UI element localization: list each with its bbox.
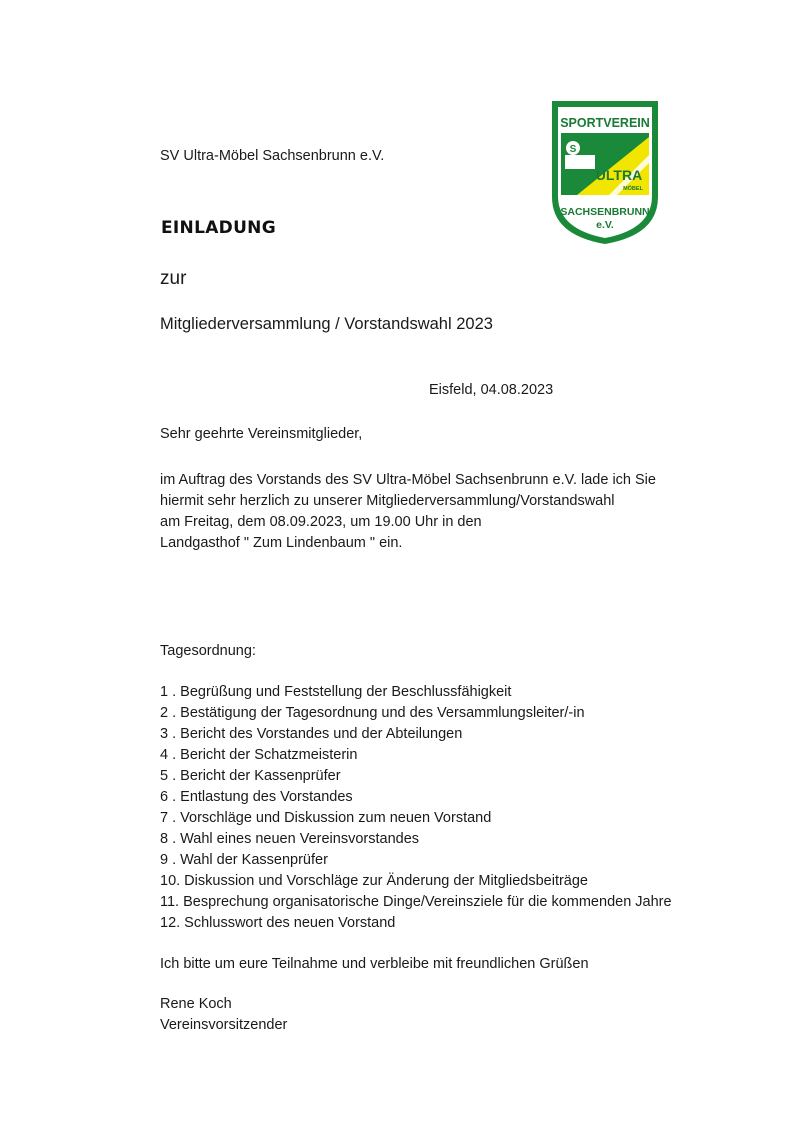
- agenda-list: [160, 682, 672, 934]
- body-line: hiermit sehr herzlich zu unserer Mitgliederversammlung/Vorstandswahl: [160, 493, 615, 509]
- body-line: im Auftrag des Vorstands des SV Ultra-Möbel Sachsenbrunn e.V. lade ich Sie: [160, 472, 656, 488]
- agenda-item: 6 . Entlastung des Vorstandes: [160, 789, 353, 805]
- logo-s-letter: S: [569, 144, 577, 155]
- club-name: SV Ultra-Möbel Sachsenbrunn e.V.: [160, 148, 385, 164]
- body-line: Landgasthof " Zum Lindenbaum " ein.: [160, 535, 403, 551]
- logo-top-text: SPORTVEREIN: [560, 116, 650, 130]
- logo-m-mark: [565, 155, 595, 169]
- salutation: Sehr geehrte Vereinsmitglieder,: [160, 426, 363, 442]
- agenda-item: 5 . Bericht der Kassenprüfer: [160, 768, 341, 784]
- logo-brand: ULTRA: [595, 167, 643, 183]
- title-connector: zur: [160, 268, 187, 289]
- logo-brand-sub: MÖBEL: [623, 186, 643, 192]
- agenda-item: 3 . Bericht des Vorstandes und der Abteilungen: [160, 726, 463, 742]
- body-line: am Freitag, dem 08.09.2023, um 19.00 Uhr in den: [160, 514, 482, 530]
- agenda-item: 12. Schlusswort des neuen Vorstand: [160, 915, 396, 931]
- closing-line: Ich bitte um eure Teilnahme und verbleibe mit freundlichen Grüßen: [160, 956, 589, 972]
- signature-role: Vereinsvorsitzender: [160, 1017, 288, 1033]
- logo-bottom-text: SACHSENBRUNN: [560, 206, 650, 218]
- document-subtitle: Mitgliederversammlung / Vorstandswahl 2023: [160, 315, 493, 333]
- document-title: EINLADUNG: [161, 218, 276, 238]
- signature-block: [160, 994, 287, 1036]
- agenda-item: 8 . Wahl eines neuen Vereinsvorstandes: [160, 831, 420, 847]
- agenda-item: 7 . Vorschläge und Diskussion zum neuen Vorstand: [160, 810, 492, 826]
- agenda-heading: Tagesordnung:: [160, 643, 256, 659]
- agenda-item: 11. Besprechung organisatorische Dinge/Vereinsziele für die kommenden Jahre: [160, 894, 672, 910]
- agenda-item: 10. Diskussion und Vorschläge zur Änderung der Mitgliedsbeiträge: [160, 873, 588, 889]
- agenda-item: 2 . Bestätigung der Tagesordnung und des Versammlungsleiter/-in: [160, 705, 585, 721]
- agenda-item: 1 . Begrüßung und Feststellung der Beschlussfähigkeit: [160, 684, 512, 700]
- agenda-item: 9 . Wahl der Kassenprüfer: [160, 852, 328, 868]
- club-logo: [549, 97, 661, 247]
- logo-bottom-text2: e.V.: [596, 219, 614, 231]
- body-paragraph: [160, 470, 656, 554]
- signature-name: Rene Koch: [160, 996, 232, 1012]
- agenda-item: 4 . Bericht der Schatzmeisterin: [160, 747, 358, 763]
- place-date: Eisfeld, 04.08.2023: [429, 382, 554, 398]
